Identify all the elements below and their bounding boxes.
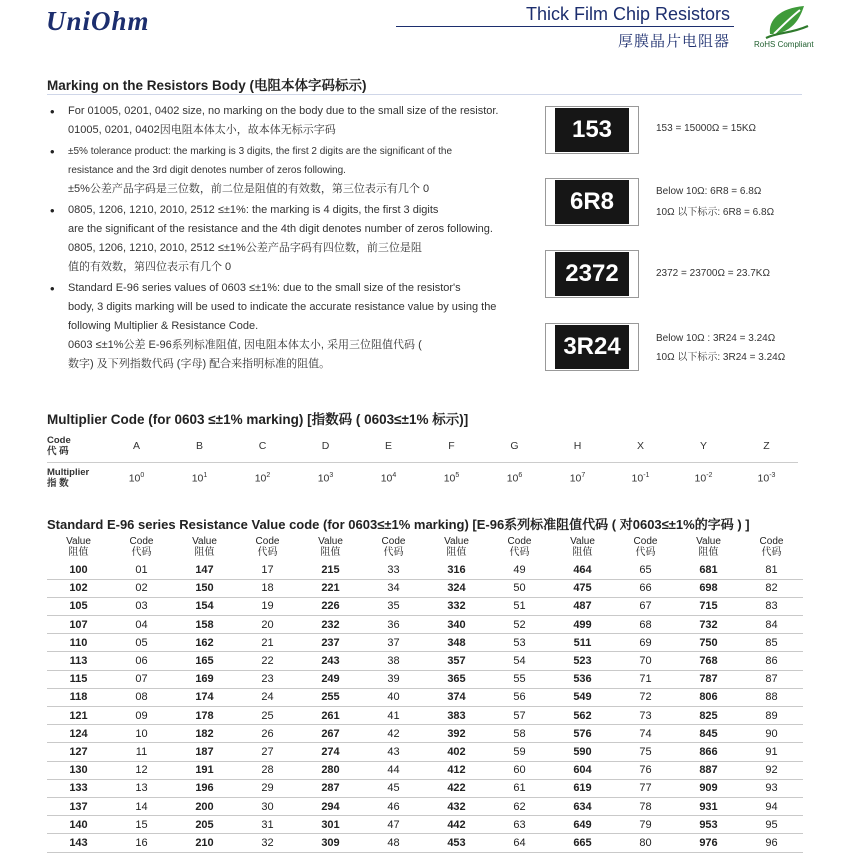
resistance-code: 51: [488, 597, 551, 615]
resistance-code: 10: [110, 725, 173, 743]
resistance-value: 634: [551, 797, 614, 815]
table-row: [47, 462, 798, 494]
resistance-code: 05: [110, 634, 173, 652]
resistance-code: 54: [488, 652, 551, 670]
table-row: [47, 816, 803, 834]
resistance-code: 37: [362, 634, 425, 652]
bullet-text: 0805, 1206, 1210, 2010, 2512 ≤±1%: the marking is 4 digits, the first 3 digits: [68, 204, 439, 216]
resistance-code: 46: [362, 797, 425, 815]
bullet-item: [50, 279, 530, 374]
bullet-dot: •: [50, 144, 55, 159]
resistance-value: 162: [173, 634, 236, 652]
resistance-value: 422: [425, 779, 488, 797]
resistance-code: 11: [110, 743, 173, 761]
bullet-text: 01005, 0201, 0402因电阻本体太小，故本体无标示字码: [68, 124, 336, 136]
marking-example-chip: [545, 323, 639, 371]
resistance-value: 100: [47, 561, 110, 579]
resistance-value: 750: [677, 634, 740, 652]
resistance-value: 332: [425, 597, 488, 615]
resistance-value: 280: [299, 761, 362, 779]
resistance-code: 29: [236, 779, 299, 797]
resistance-code: 61: [488, 779, 551, 797]
resistance-code: 35: [362, 597, 425, 615]
resistance-value: 127: [47, 743, 110, 761]
resistance-value: 562: [551, 707, 614, 725]
table-row: [47, 652, 803, 670]
resistance-value: 365: [425, 670, 488, 688]
resistance-code: 62: [488, 797, 551, 815]
bullet-text: 0603 ≤±1%公差 E-96系列标准阻值, 因电阻本体太小, 采用三位阻值代码 (: [68, 339, 422, 351]
resistance-value: 237: [299, 634, 362, 652]
rohs-leaf-icon: [764, 4, 812, 42]
multiplier-code: B: [168, 430, 231, 462]
resistance-code: 60: [488, 761, 551, 779]
resistance-value: 665: [551, 834, 614, 852]
resistance-value: 523: [551, 652, 614, 670]
code-column-header: Code 代码: [255, 536, 280, 558]
table-row: [47, 688, 803, 706]
resistance-value: 442: [425, 816, 488, 834]
resistance-value: 110: [47, 634, 110, 652]
resistance-value: 137: [47, 797, 110, 815]
code-column-header: Code 代码: [381, 536, 406, 558]
resistance-code: 42: [362, 725, 425, 743]
resistance-code: 20: [236, 616, 299, 634]
table-row: [47, 779, 803, 797]
resistance-code: 66: [614, 579, 677, 597]
value-column-header: Value 阻值: [318, 536, 343, 558]
bullet-item: [50, 142, 530, 199]
multiplier-value: $10^0$: [128, 472, 145, 485]
multiplier-label: Multiplier 指 数: [47, 467, 90, 490]
code-label: Code 代 码: [47, 430, 105, 462]
resistance-value: 102: [47, 579, 110, 597]
resistance-code: 47: [362, 816, 425, 834]
chip-note: 10Ω 以下标示: 6R8 = 6.8Ω: [656, 207, 775, 218]
marking-example-chip: [545, 250, 639, 298]
resistance-value: 287: [299, 779, 362, 797]
resistance-code: 45: [362, 779, 425, 797]
resistance-value: 340: [425, 616, 488, 634]
marking-example-chip: [545, 178, 639, 226]
resistance-code: 40: [362, 688, 425, 706]
chip-marking: 153: [555, 108, 629, 152]
resistance-code: 58: [488, 725, 551, 743]
multiplier-code: Y: [672, 430, 735, 462]
resistance-value: 392: [425, 725, 488, 743]
resistance-value: 158: [173, 616, 236, 634]
bullet-text: Standard E-96 series values of 0603 ≤±1%: due to the small size of the resistor's: [68, 282, 461, 294]
e96-table: [47, 536, 803, 853]
resistance-code: 13: [110, 779, 173, 797]
resistance-value: 261: [299, 707, 362, 725]
resistance-value: 604: [551, 761, 614, 779]
resistance-code: 77: [614, 779, 677, 797]
multiplier-value: $10^7$: [569, 472, 586, 485]
value-column-header: Value 阻值: [570, 536, 595, 558]
resistance-code: 64: [488, 834, 551, 852]
resistance-value: 511: [551, 634, 614, 652]
bullet-item: [50, 201, 530, 277]
resistance-code: 49: [488, 561, 551, 579]
table-row: [47, 743, 803, 761]
resistance-code: 83: [740, 597, 803, 615]
resistance-code: 86: [740, 652, 803, 670]
resistance-value: 215: [299, 561, 362, 579]
resistance-code: 04: [110, 616, 173, 634]
chip-marking: 6R8: [555, 180, 629, 224]
multiplier-table: [47, 430, 798, 494]
resistance-code: 30: [236, 797, 299, 815]
resistance-value: 887: [677, 761, 740, 779]
table-row: [47, 616, 803, 634]
resistance-value: 732: [677, 616, 740, 634]
chip-marking: 2372: [555, 252, 629, 296]
multiplier-value: $10^{-2}$: [694, 472, 713, 485]
resistance-code: 69: [614, 634, 677, 652]
resistance-value: 221: [299, 579, 362, 597]
resistance-value: 124: [47, 725, 110, 743]
resistance-code: 70: [614, 652, 677, 670]
resistance-value: 549: [551, 688, 614, 706]
resistance-value: 191: [173, 761, 236, 779]
resistance-value: 187: [173, 743, 236, 761]
multiplier-value: $10^2$: [254, 472, 271, 485]
resistance-value: 681: [677, 561, 740, 579]
resistance-code: 56: [488, 688, 551, 706]
resistance-code: 52: [488, 616, 551, 634]
resistance-value: 118: [47, 688, 110, 706]
resistance-value: 113: [47, 652, 110, 670]
bullet-text: are the significant of the resistance and the 4th digit denotes number of zeros following.: [68, 223, 493, 235]
code-column-header: Code 代码: [633, 536, 658, 558]
e96-section-title: Standard E-96 series Resistance Value code (for 0603≤±1% marking) [E-96系列标准阻值代码 ( 对0603≤±1%的字码 ) ]: [47, 517, 750, 532]
resistance-code: 89: [740, 707, 803, 725]
bullet-text: 0805, 1206, 1210, 2010, 2512 ≤±1%公差产品字码有四位数，前三位是阻: [68, 242, 422, 254]
resistance-code: 17: [236, 561, 299, 579]
resistance-code: 25: [236, 707, 299, 725]
resistance-code: 92: [740, 761, 803, 779]
chip-note: 153 = 15000Ω = 15KΩ: [656, 123, 757, 134]
table-row: [47, 634, 803, 652]
resistance-value: 243: [299, 652, 362, 670]
resistance-code: 36: [362, 616, 425, 634]
chip-marking: 3R24: [555, 325, 629, 369]
resistance-value: 787: [677, 670, 740, 688]
table-row: [47, 797, 803, 815]
resistance-value: 453: [425, 834, 488, 852]
multiplier-code: Z: [735, 430, 798, 462]
resistance-code: 15: [110, 816, 173, 834]
resistance-value: 976: [677, 834, 740, 852]
resistance-code: 85: [740, 634, 803, 652]
rohs-label: RoHS Compliant: [754, 40, 814, 49]
resistance-code: 72: [614, 688, 677, 706]
resistance-value: 133: [47, 779, 110, 797]
resistance-value: 200: [173, 797, 236, 815]
resistance-value: 143: [47, 834, 110, 852]
resistance-value: 105: [47, 597, 110, 615]
resistance-code: 32: [236, 834, 299, 852]
chip-note: 2372 = 23700Ω = 23.7KΩ: [656, 268, 770, 279]
bullet-text: body, 3 digits marking will be used to indicate the accurate resistance value by using the: [68, 301, 497, 313]
multiplier-code: X: [609, 430, 672, 462]
resistance-code: 95: [740, 816, 803, 834]
resistance-value: 121: [47, 707, 110, 725]
resistance-code: 39: [362, 670, 425, 688]
resistance-value: 154: [173, 597, 236, 615]
multiplier-code: C: [231, 430, 294, 462]
resistance-value: 357: [425, 652, 488, 670]
resistance-value: 374: [425, 688, 488, 706]
resistance-code: 26: [236, 725, 299, 743]
resistance-code: 06: [110, 652, 173, 670]
resistance-code: 44: [362, 761, 425, 779]
table-row: [47, 597, 803, 615]
resistance-value: 301: [299, 816, 362, 834]
resistance-code: 18: [236, 579, 299, 597]
resistance-value: 174: [173, 688, 236, 706]
table-row: [47, 579, 803, 597]
bullet-text: 值的有效数，第四位表示有几个 0: [68, 261, 232, 273]
multiplier-value: $10^1$: [191, 472, 208, 485]
resistance-code: 57: [488, 707, 551, 725]
resistance-code: 74: [614, 725, 677, 743]
resistance-value: 150: [173, 579, 236, 597]
resistance-value: 909: [677, 779, 740, 797]
resistance-code: 28: [236, 761, 299, 779]
bullet-text: ±5% tolerance product: the marking is 3 digits, the first 2 digits are the significant of the: [68, 146, 453, 157]
bullet-text: 数字) 及下列指数代码 (字母) 配合来指明标准的阻值。: [68, 358, 331, 370]
resistance-value: 487: [551, 597, 614, 615]
resistance-value: 806: [677, 688, 740, 706]
document-title-cn: 厚膜晶片电阻器: [617, 33, 730, 50]
resistance-value: 931: [677, 797, 740, 815]
resistance-code: 80: [614, 834, 677, 852]
resistance-value: 169: [173, 670, 236, 688]
resistance-value: 274: [299, 743, 362, 761]
multiplier-code: D: [294, 430, 357, 462]
resistance-value: 130: [47, 761, 110, 779]
resistance-code: 79: [614, 816, 677, 834]
resistance-value: 348: [425, 634, 488, 652]
resistance-value: 140: [47, 816, 110, 834]
resistance-code: 73: [614, 707, 677, 725]
resistance-code: 08: [110, 688, 173, 706]
table-row: [47, 670, 803, 688]
multiplier-code: F: [420, 430, 483, 462]
bullet-item: [50, 102, 530, 140]
resistance-code: 16: [110, 834, 173, 852]
resistance-value: 210: [173, 834, 236, 852]
resistance-value: 619: [551, 779, 614, 797]
bullet-dot: •: [50, 104, 55, 119]
resistance-code: 90: [740, 725, 803, 743]
multiplier-code: H: [546, 430, 609, 462]
marking-example-chip: [545, 106, 639, 154]
resistance-value: 590: [551, 743, 614, 761]
resistance-value: 649: [551, 816, 614, 834]
resistance-code: 65: [614, 561, 677, 579]
resistance-code: 59: [488, 743, 551, 761]
resistance-code: 19: [236, 597, 299, 615]
resistance-code: 48: [362, 834, 425, 852]
value-column-header: Value 阻值: [192, 536, 217, 558]
multiplier-code: E: [357, 430, 420, 462]
multiplier-value: $10^5$: [443, 472, 460, 485]
resistance-value: 953: [677, 816, 740, 834]
value-column-header: Value 阻值: [66, 536, 91, 558]
resistance-value: 715: [677, 597, 740, 615]
resistance-code: 43: [362, 743, 425, 761]
bullet-dot: •: [50, 281, 55, 296]
table-row: [47, 725, 803, 743]
multiplier-code: G: [483, 430, 546, 462]
marking-bullets: [50, 102, 530, 376]
table-header-row: [47, 536, 803, 561]
resistance-value: 412: [425, 761, 488, 779]
resistance-code: 50: [488, 579, 551, 597]
resistance-code: 67: [614, 597, 677, 615]
marking-section-title: Marking on the Resistors Body (电阻本体字码标示): [47, 78, 367, 93]
resistance-value: 576: [551, 725, 614, 743]
resistance-code: 24: [236, 688, 299, 706]
resistance-code: 94: [740, 797, 803, 815]
bullet-text: following Multiplier & Resistance Code.: [68, 320, 259, 332]
resistance-code: 34: [362, 579, 425, 597]
value-column-header: Value 阻值: [696, 536, 721, 558]
resistance-value: 768: [677, 652, 740, 670]
resistance-value: 255: [299, 688, 362, 706]
resistance-value: 294: [299, 797, 362, 815]
section-divider: [47, 94, 802, 95]
resistance-value: 267: [299, 725, 362, 743]
table-row: [47, 430, 798, 462]
multiplier-value: $10^{-1}$: [631, 472, 650, 485]
resistance-value: 147: [173, 561, 236, 579]
resistance-value: 249: [299, 670, 362, 688]
bullet-dot: •: [50, 203, 55, 218]
code-column-header: Code 代码: [129, 536, 154, 558]
resistance-value: 324: [425, 579, 488, 597]
rohs-badge: [752, 4, 836, 54]
resistance-value: 866: [677, 743, 740, 761]
resistance-value: 464: [551, 561, 614, 579]
resistance-code: 41: [362, 707, 425, 725]
resistance-value: 165: [173, 652, 236, 670]
resistance-value: 107: [47, 616, 110, 634]
resistance-code: 21: [236, 634, 299, 652]
resistance-value: 845: [677, 725, 740, 743]
multiplier-value: $10^4$: [380, 472, 397, 485]
value-column-header: Value 阻值: [444, 536, 469, 558]
resistance-code: 93: [740, 779, 803, 797]
resistance-code: 76: [614, 761, 677, 779]
resistance-code: 87: [740, 670, 803, 688]
resistance-value: 499: [551, 616, 614, 634]
resistance-value: 205: [173, 816, 236, 834]
resistance-code: 02: [110, 579, 173, 597]
multiplier-code: A: [105, 430, 168, 462]
resistance-code: 14: [110, 797, 173, 815]
resistance-value: 432: [425, 797, 488, 815]
code-column-header: Code 代码: [507, 536, 532, 558]
bullet-text: ±5%公差产品字码是三位数，前二位是阻值的有效数，第三位表示有几个 0: [68, 183, 430, 195]
resistance-value: 115: [47, 670, 110, 688]
resistance-value: 178: [173, 707, 236, 725]
code-column-header: Code 代码: [759, 536, 784, 558]
resistance-code: 82: [740, 579, 803, 597]
header-divider: [396, 26, 734, 27]
resistance-code: 63: [488, 816, 551, 834]
multiplier-value: $10^6$: [506, 472, 523, 485]
resistance-code: 96: [740, 834, 803, 852]
resistance-value: 536: [551, 670, 614, 688]
table-row: [47, 707, 803, 725]
resistance-code: 01: [110, 561, 173, 579]
resistance-value: 226: [299, 597, 362, 615]
table-row: [47, 561, 803, 579]
resistance-code: 33: [362, 561, 425, 579]
document-title: Thick Film Chip Resistors: [525, 4, 730, 24]
chip-note: 10Ω 以下标示: 3R24 = 3.24Ω: [656, 352, 786, 363]
multiplier-value: $10^{-3}$: [757, 472, 776, 485]
resistance-code: 68: [614, 616, 677, 634]
resistance-code: 91: [740, 743, 803, 761]
resistance-code: 84: [740, 616, 803, 634]
resistance-value: 698: [677, 579, 740, 597]
resistance-code: 27: [236, 743, 299, 761]
resistance-value: 182: [173, 725, 236, 743]
resistance-value: 475: [551, 579, 614, 597]
resistance-value: 402: [425, 743, 488, 761]
resistance-code: 78: [614, 797, 677, 815]
bullet-text: For 01005, 0201, 0402 size, no marking on the body due to the small size of the resistor.: [68, 105, 499, 117]
resistance-code: 09: [110, 707, 173, 725]
resistance-value: 232: [299, 616, 362, 634]
resistance-code: 38: [362, 652, 425, 670]
multiplier-section-title: Multiplier Code (for 0603 ≤±1% marking) [指数码 ( 0603≤±1% 标示)]: [47, 412, 469, 427]
resistance-code: 22: [236, 652, 299, 670]
resistance-code: 81: [740, 561, 803, 579]
table-row: [47, 761, 803, 779]
multiplier-value: $10^3$: [317, 472, 334, 485]
chip-note: Below 10Ω : 3R24 = 3.24Ω: [656, 333, 776, 344]
resistance-code: 23: [236, 670, 299, 688]
chip-note: Below 10Ω: 6R8 = 6.8Ω: [656, 186, 762, 197]
resistance-code: 55: [488, 670, 551, 688]
resistance-code: 53: [488, 634, 551, 652]
resistance-code: 75: [614, 743, 677, 761]
resistance-value: 383: [425, 707, 488, 725]
bullet-text: resistance and the 3rd digit denotes number of zeros following.: [68, 165, 346, 176]
resistance-code: 07: [110, 670, 173, 688]
resistance-code: 88: [740, 688, 803, 706]
table-row: [47, 834, 803, 852]
resistance-code: 71: [614, 670, 677, 688]
resistance-code: 03: [110, 597, 173, 615]
resistance-value: 196: [173, 779, 236, 797]
resistance-code: 12: [110, 761, 173, 779]
resistance-value: 309: [299, 834, 362, 852]
resistance-value: 825: [677, 707, 740, 725]
resistance-code: 31: [236, 816, 299, 834]
brand-logo: UniOhm: [46, 6, 150, 36]
resistance-value: 316: [425, 561, 488, 579]
